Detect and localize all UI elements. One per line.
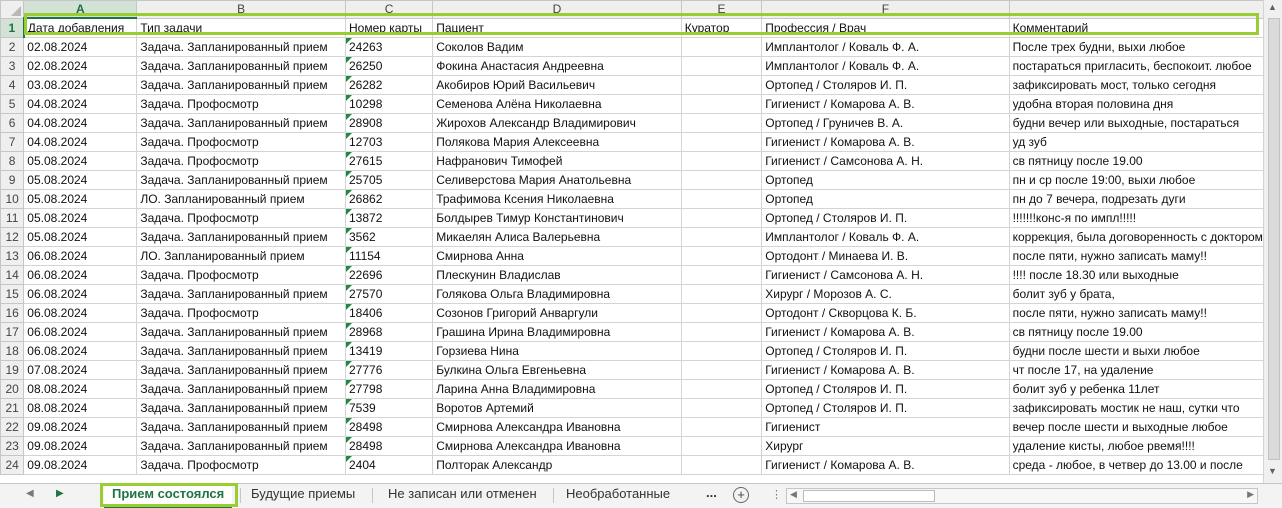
tab-priem-sostoyalsya[interactable]: Прием состоялся [104, 484, 232, 508]
tab-separator [553, 488, 554, 503]
cell-header-date[interactable]: Дата добавления [24, 18, 137, 38]
table-row [1, 247, 1264, 266]
table-row [1, 361, 1264, 380]
cell-curator[interactable] [681, 228, 762, 247]
cell-card-number[interactable]: 2404 [346, 456, 433, 475]
cell-task-type[interactable]: Задача. Запланированный прием [137, 437, 346, 456]
cell-date[interactable]: 05.08.2024 [24, 190, 137, 209]
tab-separator [240, 488, 241, 503]
sheet-prev-icon[interactable]: ◀ [26, 488, 34, 499]
cell-doctor[interactable]: Гигиенист / Самсонова А. Н. [762, 266, 1009, 285]
column-header-a[interactable]: A [24, 1, 137, 19]
cell-doctor[interactable]: Ортодонт / Минаева И. В. [762, 247, 1009, 266]
cell-header-comment[interactable]: Комментарий [1009, 18, 1263, 38]
table-row [1, 399, 1264, 418]
column-header-row [1, 1, 1264, 19]
table-row [1, 76, 1264, 95]
cell-patient[interactable]: Горзиева Нина [433, 342, 682, 361]
column-header-d[interactable]: D [433, 1, 682, 19]
cell-task-type[interactable]: Задача. Профосмотр [137, 95, 346, 114]
table-row [1, 323, 1264, 342]
table-row [1, 437, 1264, 456]
cell-date[interactable]: 07.08.2024 [24, 361, 137, 380]
cell-patient[interactable]: Семенова Алёна Николаевна [433, 95, 682, 114]
cell-header-card[interactable]: Номер карты [346, 18, 433, 38]
table-row [1, 285, 1264, 304]
table-row [1, 133, 1264, 152]
cell-card-number[interactable]: 28968 [346, 323, 433, 342]
column-header-e[interactable]: E [681, 1, 762, 19]
cell-doctor[interactable]: Ортопед [762, 190, 1009, 209]
table-row [1, 304, 1264, 323]
cell-patient[interactable]: Соколов Вадим [433, 38, 682, 57]
cell-curator[interactable] [681, 361, 762, 380]
cell-curator[interactable] [681, 38, 762, 57]
cell-patient[interactable]: Смирнова Александра Ивановна [433, 437, 682, 456]
more-sheets-button[interactable]: ... [706, 485, 717, 500]
vertical-scrollbar[interactable] [1263, 0, 1282, 483]
cell-patient[interactable]: Акобиров Юрий Васильевич [433, 76, 682, 95]
cell-patient[interactable]: Болдырев Тимур Константинович [433, 209, 682, 228]
table-row [1, 456, 1264, 475]
cell-comment[interactable]: !!!!!!!конс-я по импл!!!!! [1009, 209, 1263, 228]
cell-date[interactable]: 05.08.2024 [24, 228, 137, 247]
cell-task-type[interactable]: Задача. Профосмотр [137, 266, 346, 285]
cell-comment[interactable]: пн и ср после 19:00, выхи любое [1009, 171, 1263, 190]
cell-date[interactable]: 02.08.2024 [24, 38, 137, 57]
cell-date[interactable]: 06.08.2024 [24, 342, 137, 361]
cell-curator[interactable] [681, 152, 762, 171]
cell-patient[interactable]: Микаелян Алиса Валерьевна [433, 228, 682, 247]
cell-task-type[interactable]: Задача. Запланированный прием [137, 38, 346, 57]
column-header-f[interactable]: F [762, 1, 1009, 19]
row-number[interactable]: 4 [1, 76, 24, 95]
cell-doctor[interactable]: Ортопед / Столяров И. П. [762, 209, 1009, 228]
sheet-next-icon[interactable]: ▶ [56, 488, 64, 499]
table-row [1, 266, 1264, 285]
cell-card-number[interactable]: 27798 [346, 380, 433, 399]
cell-comment[interactable]: уд зуб [1009, 133, 1263, 152]
cell-curator[interactable] [681, 399, 762, 418]
row-number[interactable]: 17 [1, 323, 24, 342]
cell-curator[interactable] [681, 418, 762, 437]
cell-comment[interactable]: !!!! после 18.30 или выходные [1009, 266, 1263, 285]
cell-task-type[interactable]: Задача. Запланированный прием [137, 323, 346, 342]
row-number[interactable]: 9 [1, 171, 24, 190]
cell-comment[interactable]: После трех будни, выхи любое [1009, 38, 1263, 57]
tab-not-booked[interactable]: Не записан или отменен [388, 486, 537, 501]
cell-comment[interactable]: постараться пригласить, беспокоит. любое [1009, 57, 1263, 76]
cell-comment[interactable]: удаление кисты, любое рвемя!!!! [1009, 437, 1263, 456]
row-number[interactable]: 19 [1, 361, 24, 380]
row-number[interactable]: 2 [1, 38, 24, 57]
cell-comment[interactable]: после пяти, нужно записать маму!! [1009, 247, 1263, 266]
cell-doctor[interactable]: Ортопед / Столяров И. П. [762, 399, 1009, 418]
cell-patient[interactable]: Смирнова Анна [433, 247, 682, 266]
cell-curator[interactable] [681, 171, 762, 190]
row-number[interactable]: 13 [1, 247, 24, 266]
cell-comment[interactable]: болит зуб у ребенка 11лет [1009, 380, 1263, 399]
cell-doctor[interactable]: Гигиенист [762, 418, 1009, 437]
cell-card-number[interactable]: 12703 [346, 133, 433, 152]
cell-task-type[interactable]: Задача. Запланированный прием [137, 285, 346, 304]
cell-task-type[interactable]: Задача. Профосмотр [137, 152, 346, 171]
row-number[interactable]: 20 [1, 380, 24, 399]
cell-doctor[interactable]: Гигиенист / Комарова А. В. [762, 323, 1009, 342]
cell-doctor[interactable]: Ортодонт / Скворцова К. Б. [762, 304, 1009, 323]
horizontal-scrollbar[interactable] [786, 488, 1258, 504]
cell-comment[interactable]: среда - любое, в четвер до 13.00 и после [1009, 456, 1263, 475]
table-row [1, 342, 1264, 361]
cell-comment[interactable]: коррекция, была договоренность с доктором [1009, 228, 1263, 247]
cell-comment[interactable]: св пятницу после 19.00 [1009, 323, 1263, 342]
column-header-g[interactable] [1009, 1, 1263, 19]
cell-curator[interactable] [681, 95, 762, 114]
cell-patient[interactable]: Плескунин Владислав [433, 266, 682, 285]
cell-patient[interactable]: Грашина Ирина Владимировна [433, 323, 682, 342]
cell-doctor[interactable]: Ортопед / Столяров И. П. [762, 380, 1009, 399]
cell-curator[interactable] [681, 190, 762, 209]
cell-date[interactable]: 09.08.2024 [24, 456, 137, 475]
cell-header-task[interactable]: Тип задачи [137, 18, 346, 38]
cell-curator[interactable] [681, 456, 762, 475]
cell-patient[interactable]: Полякова Мария Алексеевна [433, 133, 682, 152]
cell-task-type[interactable]: Задача. Профосмотр [137, 304, 346, 323]
cell-date[interactable]: 02.08.2024 [24, 57, 137, 76]
row-number[interactable]: 24 [1, 456, 24, 475]
column-header-c[interactable]: C [346, 1, 433, 19]
vertical-scroll-thumb[interactable] [1268, 18, 1280, 460]
table-row [1, 418, 1264, 437]
tab-unprocessed[interactable]: Необработанные [566, 486, 671, 501]
cell-doctor[interactable]: Гигиенист / Комарова А. В. [762, 133, 1009, 152]
cell-doctor[interactable]: Гигиенист / Комарова А. В. [762, 361, 1009, 380]
cell-date[interactable]: 03.08.2024 [24, 76, 137, 95]
cell-patient[interactable]: Жирохов Александр Владимирович [433, 114, 682, 133]
table-row [1, 114, 1264, 133]
cell-comment[interactable]: удобна вторая половина дня [1009, 95, 1263, 114]
row-number[interactable]: 11 [1, 209, 24, 228]
row-number[interactable]: 21 [1, 399, 24, 418]
row-number[interactable]: 5 [1, 95, 24, 114]
cell-date[interactable]: 04.08.2024 [24, 133, 137, 152]
cell-comment[interactable]: будни вечер или выходные, постараться [1009, 114, 1263, 133]
row-number[interactable]: 16 [1, 304, 24, 323]
scroll-left-icon[interactable]: ◀ [790, 489, 797, 499]
cell-curator[interactable] [681, 437, 762, 456]
cell-card-number[interactable]: 22696 [346, 266, 433, 285]
cell-task-type[interactable]: Задача. Запланированный прием [137, 228, 346, 247]
scroll-right-icon[interactable]: ▶ [1247, 489, 1254, 499]
table-row [1, 57, 1264, 76]
cell-task-type[interactable]: Задача. Запланированный прием [137, 57, 346, 76]
cell-card-number[interactable]: 27570 [346, 285, 433, 304]
cell-curator[interactable] [681, 380, 762, 399]
cell-card-number[interactable]: 28498 [346, 437, 433, 456]
cell-task-type[interactable]: Задача. Профосмотр [137, 133, 346, 152]
cell-card-number[interactable]: 26282 [346, 76, 433, 95]
cell-task-type[interactable]: Задача. Запланированный прием [137, 399, 346, 418]
cell-patient[interactable]: Булкина Ольга Евгеньевна [433, 361, 682, 380]
cell-date[interactable]: 06.08.2024 [24, 266, 137, 285]
row-number[interactable]: 14 [1, 266, 24, 285]
cell-doctor[interactable]: Гигиенист / Комарова А. В. [762, 95, 1009, 114]
add-sheet-icon[interactable]: + [733, 487, 749, 503]
cell-patient[interactable]: Созонов Григорий Анваргули [433, 304, 682, 323]
cell-date[interactable]: 06.08.2024 [24, 247, 137, 266]
row-number[interactable]: 18 [1, 342, 24, 361]
cell-curator[interactable] [681, 114, 762, 133]
cell-card-number[interactable]: 28498 [346, 418, 433, 437]
cell-doctor[interactable]: Имплантолог / Коваль Ф. А. [762, 57, 1009, 76]
row-number[interactable]: 22 [1, 418, 24, 437]
cell-doctor[interactable]: Ортопед / Столяров И. П. [762, 76, 1009, 95]
cell-task-type[interactable]: Задача. Запланированный прием [137, 380, 346, 399]
cell-task-type[interactable]: ЛО. Запланированный прием [137, 247, 346, 266]
cell-patient[interactable]: Фокина Анастасия Андреевна [433, 57, 682, 76]
cell-doctor[interactable]: Имплантолог / Коваль Ф. А. [762, 228, 1009, 247]
cell-patient[interactable]: Воротов Артемий [433, 399, 682, 418]
row-number[interactable]: 3 [1, 57, 24, 76]
cell-task-type[interactable]: Задача. Запланированный прием [137, 361, 346, 380]
cell-curator[interactable] [681, 247, 762, 266]
cell-doctor[interactable]: Ортопед [762, 171, 1009, 190]
cell-task-type[interactable]: Задача. Профосмотр [137, 456, 346, 475]
select-all-corner[interactable] [1, 1, 24, 19]
cell-card-number[interactable]: 18406 [346, 304, 433, 323]
cell-date[interactable]: 06.08.2024 [24, 323, 137, 342]
cell-task-type[interactable]: Задача. Запланированный прием [137, 418, 346, 437]
cell-doctor[interactable]: Ортопед / Столяров И. П. [762, 342, 1009, 361]
cell-task-type[interactable]: Задача. Запланированный прием [137, 114, 346, 133]
cell-header-patient[interactable]: Пациент [433, 18, 682, 38]
cell-patient[interactable]: Смирнова Александра Ивановна [433, 418, 682, 437]
cell-card-number[interactable]: 11154 [346, 247, 433, 266]
cell-doctor[interactable]: Ортопед / Груничев В. А. [762, 114, 1009, 133]
cell-patient[interactable]: Полторак Александр [433, 456, 682, 475]
cell-doctor[interactable]: Гигиенист / Комарова А. В. [762, 456, 1009, 475]
cell-date[interactable]: 09.08.2024 [24, 437, 137, 456]
cell-date[interactable]: 06.08.2024 [24, 285, 137, 304]
cell-comment[interactable]: зафиксировать мост, только сегодня [1009, 76, 1263, 95]
cell-date[interactable]: 06.08.2024 [24, 304, 137, 323]
tab-separator [372, 488, 373, 503]
cell-curator[interactable] [681, 57, 762, 76]
cell-curator[interactable] [681, 285, 762, 304]
cell-card-number[interactable]: 26862 [346, 190, 433, 209]
cell-curator[interactable] [681, 304, 762, 323]
split-handle-icon[interactable]: ⋮ [771, 489, 782, 501]
cell-patient[interactable]: Голякова Ольга Владимировна [433, 285, 682, 304]
cell-curator[interactable] [681, 76, 762, 95]
cell-card-number[interactable]: 10298 [346, 95, 433, 114]
cell-card-number[interactable]: 13872 [346, 209, 433, 228]
cell-patient[interactable]: Трафимова Ксения Николаевна [433, 190, 682, 209]
cell-curator[interactable] [681, 323, 762, 342]
table-row [1, 38, 1264, 57]
cell-patient[interactable]: Селиверстова Мария Анатольевна [433, 171, 682, 190]
table-row [1, 380, 1264, 399]
cell-date[interactable]: 05.08.2024 [24, 209, 137, 228]
table-row [1, 190, 1264, 209]
cell-date[interactable]: 08.08.2024 [24, 399, 137, 418]
cell-curator[interactable] [681, 342, 762, 361]
cell-date[interactable]: 04.08.2024 [24, 114, 137, 133]
cell-card-number[interactable]: 13419 [346, 342, 433, 361]
cell-task-type[interactable]: Задача. Запланированный прием [137, 342, 346, 361]
cell-comment[interactable]: болит зуб у брата, [1009, 285, 1263, 304]
cell-comment[interactable]: вечер после шести и выходные любое [1009, 418, 1263, 437]
cell-task-type[interactable]: ЛО. Запланированный прием [137, 190, 346, 209]
active-tab-highlight [100, 483, 238, 507]
row-number[interactable]: 1 [1, 18, 24, 38]
cell-date[interactable]: 05.08.2024 [24, 152, 137, 171]
cell-patient[interactable]: Нафранович Тимофей [433, 152, 682, 171]
cell-card-number[interactable]: 26250 [346, 57, 433, 76]
cell-task-type[interactable]: Задача. Запланированный прием [137, 171, 346, 190]
cell-card-number[interactable]: 27615 [346, 152, 433, 171]
cell-comment[interactable]: св пятницу после 19.00 [1009, 152, 1263, 171]
tab-future-appointments[interactable]: Будущие приемы [251, 486, 356, 501]
cell-task-type[interactable]: Задача. Профосмотр [137, 209, 346, 228]
cell-card-number[interactable]: 28908 [346, 114, 433, 133]
horizontal-scroll-thumb[interactable] [803, 490, 935, 502]
table-row [1, 228, 1264, 247]
cell-patient[interactable]: Ларина Анна Владимировна [433, 380, 682, 399]
cell-curator[interactable] [681, 266, 762, 285]
row-number[interactable]: 23 [1, 437, 24, 456]
cell-task-type[interactable]: Задача. Запланированный прием [137, 76, 346, 95]
cell-curator[interactable] [681, 133, 762, 152]
cell-card-number[interactable]: 27776 [346, 361, 433, 380]
cell-card-number[interactable]: 3562 [346, 228, 433, 247]
select-all-icon [11, 6, 21, 16]
scroll-up-icon[interactable]: ▲ [1268, 2, 1277, 12]
cell-card-number[interactable]: 7539 [346, 399, 433, 418]
cell-card-number[interactable]: 24263 [346, 38, 433, 57]
table-row [1, 171, 1264, 190]
table-row [1, 209, 1264, 228]
cell-doctor[interactable]: Имплантолог / Коваль Ф. А. [762, 38, 1009, 57]
cell-date[interactable]: 05.08.2024 [24, 171, 137, 190]
cell-date[interactable]: 08.08.2024 [24, 380, 137, 399]
cell-curator[interactable] [681, 209, 762, 228]
cell-header-curator[interactable]: Куратор [681, 18, 762, 38]
cell-header-doctor[interactable]: Профессия / Врач [762, 18, 1009, 38]
cell-date[interactable]: 09.08.2024 [24, 418, 137, 437]
row-number[interactable]: 10 [1, 190, 24, 209]
table-row [1, 95, 1264, 114]
cell-comment[interactable]: после пяти, нужно записать маму!! [1009, 304, 1263, 323]
column-header-b[interactable]: B [137, 1, 346, 19]
header-row [1, 18, 1264, 38]
cell-card-number[interactable]: 25705 [346, 171, 433, 190]
row-number[interactable]: 6 [1, 114, 24, 133]
cell-comment[interactable]: будни после шести и выхи любое [1009, 342, 1263, 361]
cell-comment[interactable]: пн до 7 вечера, подрезать дуги [1009, 190, 1263, 209]
table-row [1, 152, 1264, 171]
cell-comment[interactable]: зафиксировать мостик не наш, сутки что [1009, 399, 1263, 418]
row-number[interactable]: 12 [1, 228, 24, 247]
cell-doctor[interactable]: Хирург / Морозов А. С. [762, 285, 1009, 304]
row-number[interactable]: 7 [1, 133, 24, 152]
scroll-down-icon[interactable]: ▼ [1268, 466, 1277, 476]
cell-doctor[interactable]: Гигиенист / Самсонова А. Н. [762, 152, 1009, 171]
cell-doctor[interactable]: Хирург [762, 437, 1009, 456]
cell-date[interactable]: 04.08.2024 [24, 95, 137, 114]
row-number[interactable]: 8 [1, 152, 24, 171]
cell-comment[interactable]: чт после 17, на удаление [1009, 361, 1263, 380]
row-number[interactable]: 15 [1, 285, 24, 304]
